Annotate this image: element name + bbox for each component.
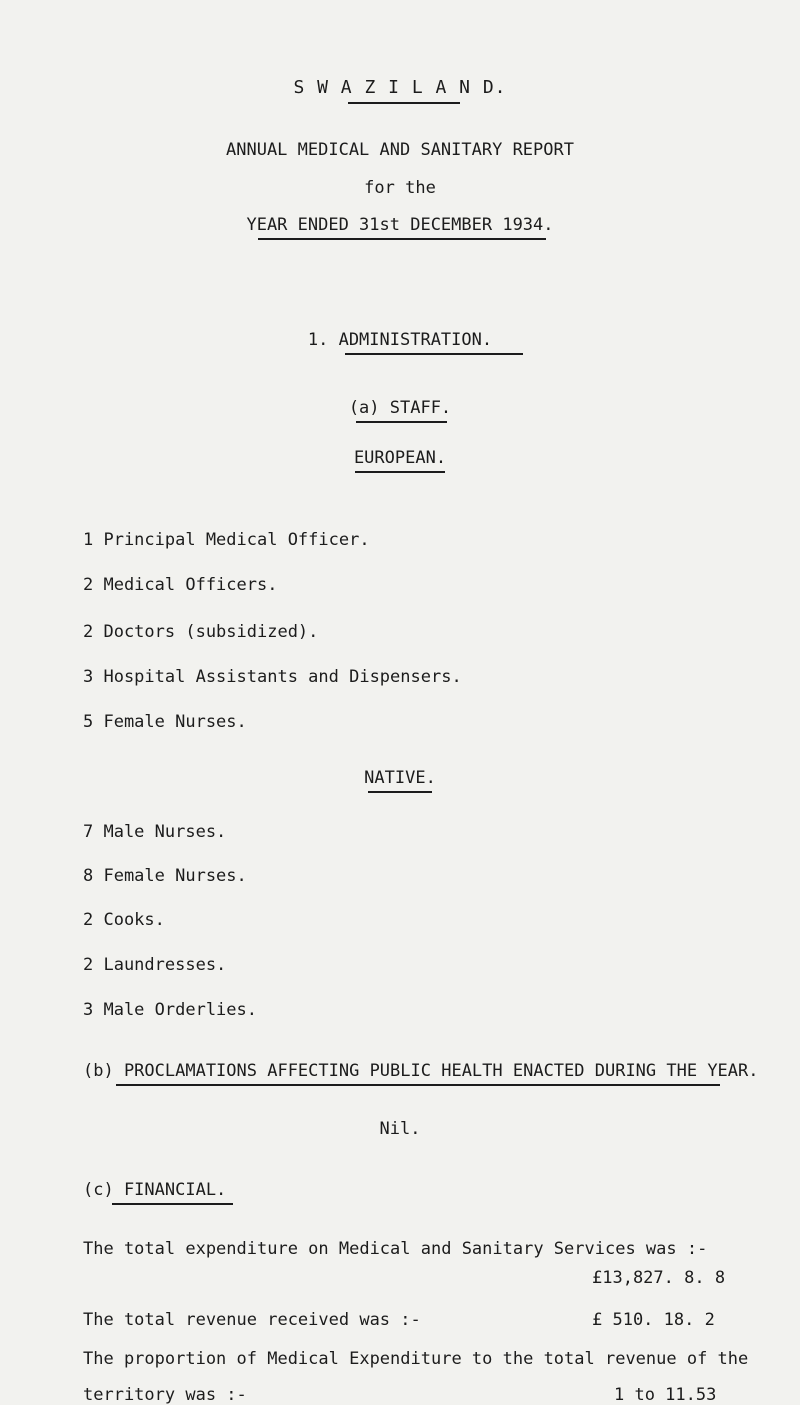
proclamations-underline	[116, 1084, 720, 1086]
native-item: 8 Female Nurses.	[83, 866, 247, 886]
financial-underline	[112, 1203, 233, 1205]
native-item: 7 Male Nurses.	[83, 822, 227, 842]
country-title: S W A Z I L A N D.	[293, 77, 507, 98]
native-heading: NATIVE.	[364, 768, 436, 788]
proportion-value: 1 to 11.53	[614, 1385, 717, 1405]
expenditure-value: £13,827. 8. 8	[592, 1268, 726, 1288]
native-underline	[368, 791, 432, 793]
year-line-underline	[258, 238, 546, 240]
proclamations-value: Nil.	[379, 1119, 421, 1139]
european-item: 5 Female Nurses.	[83, 712, 247, 732]
proclamations-heading: (b) PROCLAMATIONS AFFECTING PUBLIC HEALTH ENACTED DURING THE YEAR.	[83, 1061, 759, 1081]
european-heading: EUROPEAN.	[353, 448, 447, 468]
financial-heading: (c) FINANCIAL.	[83, 1180, 227, 1200]
european-item: 3 Hospital Assistants and Dispensers.	[83, 667, 462, 687]
administration-underline	[345, 353, 523, 355]
year-line: YEAR ENDED 31st DECEMBER 1934.	[246, 215, 554, 235]
report-title: ANNUAL MEDICAL AND SANITARY REPORT	[226, 140, 574, 160]
native-item: 3 Male Orderlies.	[83, 1000, 257, 1020]
european-underline	[355, 471, 445, 473]
proportion-label: The proportion of Medical Expenditure to the total revenue of the	[83, 1349, 749, 1369]
revenue-label: The total revenue received was :-	[83, 1310, 421, 1330]
administration-heading: 1. ADMINISTRATION.	[307, 330, 493, 350]
proportion-label: territory was :-	[83, 1385, 247, 1405]
revenue-value: £ 510. 18. 2	[592, 1310, 715, 1330]
european-item: 2 Doctors (subsidized).	[83, 622, 319, 642]
native-item: 2 Laundresses.	[83, 955, 227, 975]
country-title-underline	[348, 102, 460, 104]
european-item: 1 Principal Medical Officer.	[83, 530, 370, 550]
staff-heading: (a) STAFF.	[348, 398, 452, 418]
european-item: 2 Medical Officers.	[83, 575, 278, 595]
staff-underline	[356, 421, 447, 423]
expenditure-label: The total expenditure on Medical and Sanitary Services was :-	[83, 1239, 708, 1259]
native-item: 2 Cooks.	[83, 910, 165, 930]
for-the-line: for the	[364, 178, 436, 198]
